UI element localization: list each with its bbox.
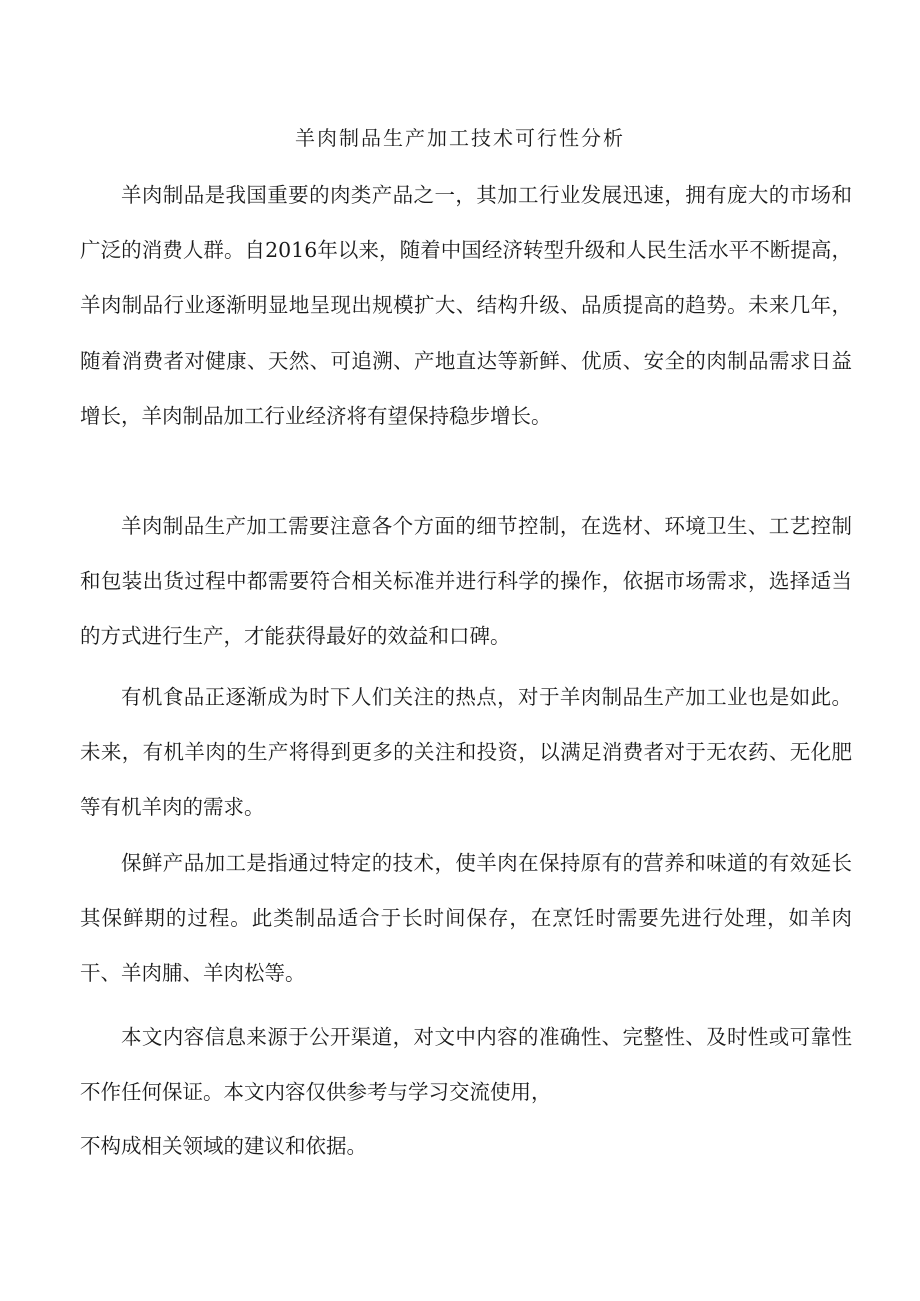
paragraph-disclaimer: 本文内容信息来源于公开渠道，对文中内容的准确性、完整性、及时性或可靠性不作任何保证。本文内容仅供参考与学习交流使用， <box>80 1025 852 1105</box>
document-title: 羊肉制品生产加工技术可行性分析 <box>295 126 625 150</box>
paragraph-preservation: 保鲜产品加工是指通过特定的技术，使羊肉在保持原有的营养和味道的有效延长其保鲜期的过程。此类制品适合于长时间保存，在烹饪时需要先进行处理，如羊肉干、羊肉脯、羊肉松等。 <box>80 851 852 986</box>
paragraph-market-overview: 羊肉制品是我国重要的肉类产品之一，其加工行业发展迅速，拥有庞大的市场和广泛的消费人群。自2016年以来，随着中国经济转型升级和人民生活水平不断提高，羊肉制品行业逐渐明显地呈现出规模扩大、结构升级、品质提高的趋势。未来几年，随着消费者对健康、天然、可追溯、产地直达等新鲜、优质、安全的肉制品需求日益增长，羊肉制品加工行业经济将有望保持稳步增长。 <box>80 183 852 428</box>
disclaimer-final-line: 不构成相关领域的建议和依据。 <box>80 1134 367 1158</box>
paragraph-organic-food: 有机食品正逐渐成为时下人们关注的热点，对于羊肉制品生产加工业也是如此。未来，有机羊肉的生产将得到更多的关注和投资，以满足消费者对于无农药、无化肥等有机羊肉的需求。 <box>80 685 852 820</box>
paragraph-production-control: 羊肉制品生产加工需要注意各个方面的细节控制，在选材、环境卫生、工艺控制和包装出货过程中都需要符合相关标准并进行科学的操作，依据市场需求，选择适当的方式进行生产，才能获得最好的效益和口碑。 <box>80 514 852 649</box>
